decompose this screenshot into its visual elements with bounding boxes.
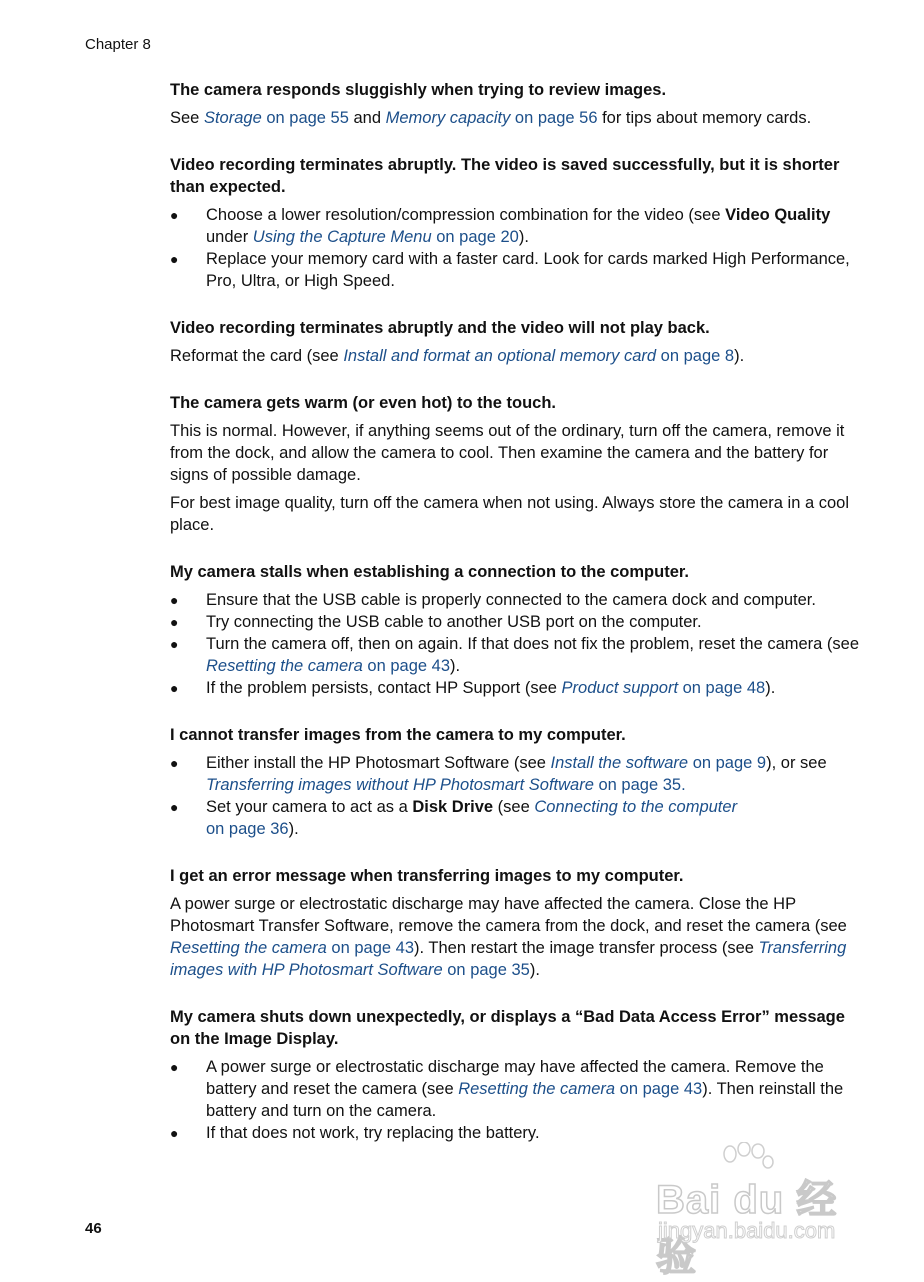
section-shuts-down — [170, 1006, 860, 1144]
link-resetting-camera[interactable]: Resetting the camera on page 43 — [206, 657, 451, 675]
document-body — [170, 79, 860, 1169]
section-cannot-transfer — [170, 724, 860, 840]
text: for tips about memory cards. — [597, 109, 812, 127]
link-transfer-without-software[interactable]: Transferring images without HP Photosmart Software on page 35. — [206, 776, 686, 794]
bullet-list — [170, 204, 860, 292]
list-item: ● Replace your memory card with a faster card. Look for cards marked High Performance, Pro, Ultra, or High Speed. — [170, 250, 850, 290]
bullet-icon: ● — [170, 1125, 179, 1141]
link-transfer-with-software[interactable]: Transferring images with HP Photosmart Software on page 35 — [170, 939, 847, 979]
link-resetting-camera[interactable]: Resetting the camera on page 43 — [458, 1080, 703, 1098]
link-storage[interactable]: Storage on page 55 — [203, 109, 349, 127]
paragraph — [170, 107, 860, 129]
section-connection-stall — [170, 561, 860, 699]
bullet-icon: ● — [170, 1059, 179, 1075]
link-memory-capacity[interactable]: Memory capacity on page 56 — [385, 109, 598, 127]
bullet-icon: ● — [170, 592, 179, 608]
page-number: 46 — [85, 1220, 102, 1237]
bullet-icon: ● — [170, 251, 179, 267]
paragraph: This is normal. However, if anything seems out of the ordinary, turn off the camera, remove it from the dock, and allow the camera to cool. Then examine the camera and the battery for signs of possible damage. — [170, 422, 845, 484]
list-item: ● A power surge or electrostatic discharge may have affected the camera. Remove the battery and reset the camera (see Resetting the camera on page 43). Then reinstall the battery and turn on the camera. — [170, 1058, 844, 1120]
paragraph: A power surge or electrostatic discharge may have affected the camera. Close the HP Photosmart Transfer Software, remove the camera from the dock, and reset the camera (see Resetting the camera on page 43). Then restart the image transfer process (see Transferring images with HP Photosmart Software on page 35). — [170, 895, 847, 979]
link-resetting-camera[interactable]: Resetting the camera on page 43 — [170, 939, 415, 957]
section-transfer-error — [170, 865, 860, 981]
link-install-software[interactable]: Install the software on page 9 — [550, 754, 767, 772]
bullet-list — [170, 752, 860, 840]
bullet-icon: ● — [170, 755, 179, 771]
section-heading: I cannot transfer images from the camera to my computer. — [170, 726, 626, 744]
list-item: ● Turn the camera off, then on again. If that does not fix the problem, reset the camera (see Resetting the camera on page 43). — [170, 635, 860, 675]
list-item: ● If that does not work, try replacing the battery. — [170, 1124, 540, 1142]
section-heading: The camera responds sluggishly when trying to review images. — [170, 81, 667, 99]
section-sluggish-review — [170, 79, 860, 129]
list-item: ● Set your camera to act as a Disk Drive (see Connecting to the computer on page 36). — [170, 798, 738, 838]
bullet-list — [170, 589, 860, 699]
bullet-icon: ● — [170, 614, 179, 630]
bullet-icon: ● — [170, 680, 179, 696]
bullet-list — [170, 1056, 860, 1144]
list-item: ● Try connecting the USB cable to another USB port on the computer. — [170, 613, 702, 631]
section-heading: The camera gets warm (or even hot) to the touch. — [170, 394, 556, 412]
bullet-icon: ● — [170, 207, 179, 223]
list-item: ● Choose a lower resolution/compression combination for the video (see Video Quality under Using the Capture Menu on page 20). — [170, 206, 831, 246]
watermark-url: jingyan.baidu.com — [658, 1218, 836, 1243]
list-item: ● Either install the HP Photosmart Software (see Install the software on page 9), or see Transferring images without HP Photosmart Software on page 35. — [170, 754, 827, 794]
link-capture-menu[interactable]: Using the Capture Menu on page 20 — [252, 228, 519, 246]
section-heading: Video recording terminates abruptly and the video will not play back. — [170, 319, 710, 337]
section-video-no-playback — [170, 317, 860, 367]
watermark-brand: Bai du 经验 — [656, 1178, 838, 1279]
chapter-header: Chapter 8 — [85, 36, 151, 53]
bullet-icon: ● — [170, 636, 179, 652]
section-camera-warm — [170, 392, 860, 536]
section-heading: My camera shuts down unexpectedly, or displays a “Bad Data Access Error” message on the Image Display. — [170, 1008, 845, 1048]
link-product-support[interactable]: Product support on page 48 — [561, 679, 766, 697]
link-install-format-card[interactable]: Install and format an optional memory card on page 8 — [343, 347, 735, 365]
baidu-watermark — [652, 1140, 872, 1279]
bullet-icon: ● — [170, 799, 179, 815]
section-video-shorter — [170, 154, 860, 292]
section-heading: My camera stalls when establishing a connection to the computer. — [170, 563, 689, 581]
link-connecting-computer[interactable]: Connecting to the computer on page 36 — [206, 798, 738, 838]
paragraph: Reformat the card (see Install and format an optional memory card on page 8). — [170, 347, 745, 365]
list-item: ● If the problem persists, contact HP Support (see Product support on page 48). — [170, 679, 776, 697]
text: See — [170, 109, 204, 127]
section-heading: I get an error message when transferring images to my computer. — [170, 867, 684, 885]
section-heading: Video recording terminates abruptly. The video is saved successfully, but it is shorter than expected. — [170, 156, 840, 196]
text: and — [348, 109, 386, 127]
paragraph: For best image quality, turn off the camera when not using. Always store the camera in a cool place. — [170, 494, 849, 534]
list-item: ● Ensure that the USB cable is properly connected to the camera dock and computer. — [170, 591, 816, 609]
